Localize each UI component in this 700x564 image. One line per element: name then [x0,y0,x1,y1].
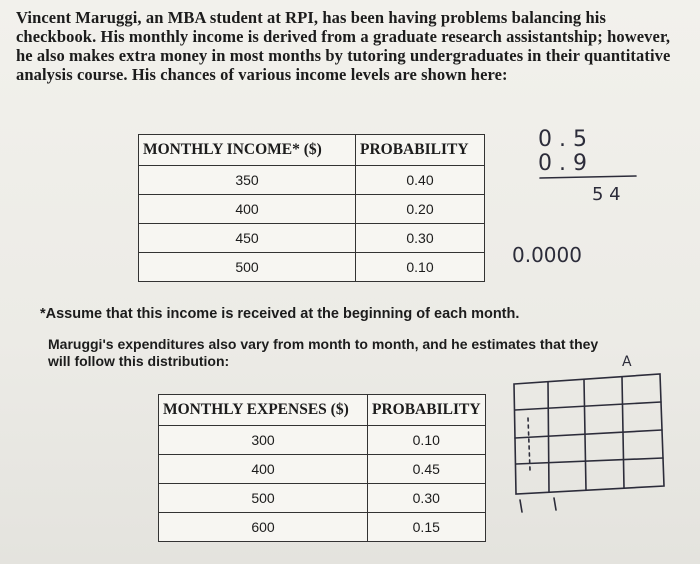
expense-value: 600 [159,513,368,542]
handwritten-line-3: 5 4 [592,184,621,205]
income-value: 450 [139,224,356,253]
income-value: 400 [139,195,356,224]
probability-value: 0.10 [368,426,486,455]
hand-drawn-grid [514,176,664,512]
grid-line [516,458,663,464]
expenses-intro-paragraph: Maruggi's expenditures also vary from month to month, and he estimates that they will follow this distribution: [48,336,599,369]
probability-value: 0.40 [356,166,485,195]
header-probability: PROBABILITY [368,395,486,426]
probability-value: 0.30 [368,484,486,513]
grid-line [515,430,662,438]
handwritten-letter: A [622,354,632,370]
income-value: 500 [139,253,356,282]
probability-value: 0.20 [356,195,485,224]
expense-value: 400 [159,455,368,484]
expense-value: 500 [159,484,368,513]
grid-line [622,377,624,488]
header-monthly-expenses: MONTHLY EXPENSES ($) [159,395,368,426]
handwritten-line-2: 0 . 9 [538,151,587,176]
problem-intro-paragraph: Vincent Maruggi, an MBA student at RPI, has been having problems balancing his checkbook. His monthly income is derived from a graduate research assistantship; however, he also makes extra money in most months by tutoring undergraduates in their quantitative analysis course. His chances of various income levels are shown here: [16,8,671,84]
probability-value: 0.30 [356,224,485,253]
grid-line [548,382,549,492]
header-probability: PROBABILITY [356,135,485,166]
handwritten-line-4: 0.0000 [512,243,582,267]
grid-line [584,380,586,490]
probability-value: 0.10 [356,253,485,282]
dotted-line [528,418,530,470]
probability-value: 0.45 [368,455,486,484]
stray-mark [554,498,556,510]
handwritten-line-1: 0 . 5 [538,127,587,152]
header-monthly-income: MONTHLY INCOME* ($) [139,135,356,166]
stray-mark [520,500,522,512]
fraction-line [540,176,636,178]
expense-value: 300 [159,426,368,455]
income-value: 350 [139,166,356,195]
grid-line [515,402,661,410]
probability-value: 0.15 [368,513,486,542]
income-footnote: *Assume that this income is received at the beginning of each month. [40,306,520,322]
